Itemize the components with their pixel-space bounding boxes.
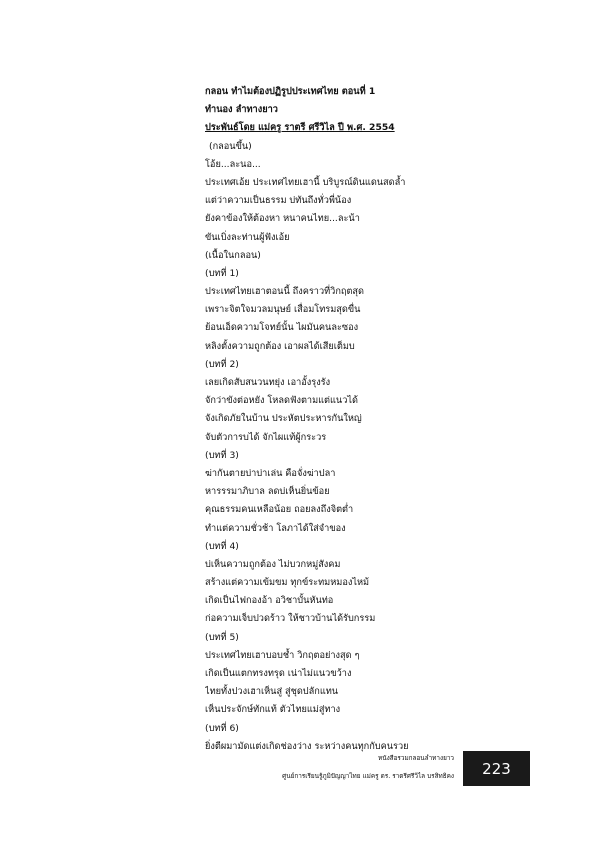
verse-line: เกิดเป็นไฟกองอ้า อวิชาบั้นหันท่อ	[205, 595, 334, 607]
verse-line: จังเกิดภัยในบ้าน ประหัตประหารกันใหญ่	[205, 413, 362, 425]
verse-line: จักว่าขังต่อหยัง โหลดฟังตามแต่แนวได้	[205, 395, 358, 407]
verse-line: เลยเกิดสับสนวนทยุ่ง เอาอั้งรุงรัง	[205, 377, 331, 388]
verse-line: หารรรมาภิบาล ลดบ่เห็นยิ่นข้อย	[205, 486, 330, 498]
verse-line: ประเทศไทยเฮาบอบช้ำ วิกฤตอย่างสุด ๆ	[205, 649, 360, 661]
verse-line: คุณธรรมคนเหลือน้อย ถอยลงถึงจิตต่ำ	[205, 504, 354, 516]
verse-line: โอ้ย...ละนอ...	[205, 158, 261, 170]
verse-line: ทำแต่ความชั่วช้า โลภาได้ใส่จำของ	[205, 522, 346, 534]
footer-publisher: ศูนย์การเรียนรู้ภูมิปัญญาไทย แม่ครู ดร. ราตรีศรีวิไล บรสิทธิคง	[282, 772, 454, 780]
stanza-heading: (บทที่ 5)	[205, 631, 239, 643]
section-heading: (เนื้อในกลอน)	[205, 249, 261, 261]
verse-line: (กลอนขึ้น)	[209, 140, 252, 152]
page-footer	[228, 751, 530, 786]
page-number: 223	[463, 751, 530, 786]
poem-author: ประพันธ์โดย แม่ครู ราตรี ศรีวิไล ปี พ.ศ. 2554	[205, 122, 395, 134]
stanza-heading: (บทที่ 2)	[205, 358, 239, 370]
poem-title: กลอน ทำไมต้องปฏิรูปประเทศไทย ตอนที่ 1	[205, 86, 376, 97]
poem-melody: ทำนอง ลำทางยาว	[205, 104, 278, 116]
verse-line: แต่ว่าความเป็นธรรม บ่ทันถึงทั่วพี่น้อง	[205, 195, 352, 207]
verse-line: เห็นประจักษ์ทักแท้ ตัวไทยแม่สู่ทาง	[205, 704, 341, 716]
verse-line: ประเทศไทยเฮาตอนนี้ ถึงคราวที่วิกฤตสุด	[205, 286, 364, 298]
stanza-heading: (บทที่ 6)	[205, 722, 239, 734]
verse-line: บ่เห็นความถูกต้อง ไม่บวกหมู่สังคม	[205, 558, 341, 570]
stanza-heading: (บทที่ 4)	[205, 540, 239, 552]
verse-line: เกิดเป็นแตกทรงทรุด เน่าไม่แนวขว้าง	[205, 668, 352, 679]
verse-line: ประเทศเอ้ย ประเทศไทยเฮานี้ บริบูรณ์ดินแดนสดล้ำ	[205, 176, 406, 188]
verse-line: เพราะจิตใจมวลมนุษย์ เสื่อมโทรมสุดขื่น	[205, 304, 361, 316]
verse-line: ขันเบิ่งละท่านผู้ฟังเอ้ย	[205, 231, 290, 243]
verse-line: ย้อนเอ็ดความโจทย์นั้น ไผมันคนละซอง	[205, 322, 359, 334]
footer-book-title: หนังสือรวมกลอนลำทางยาว	[377, 754, 454, 762]
verse-line: ก่อความเจ็บปวดร้าว ให้ชาวบ้านได้รับกรรม	[205, 613, 376, 625]
stanza-heading: (บทที่ 1)	[205, 267, 239, 279]
verse-line: ยังคาข้องให้ต้องหา หนาคนไทย...ละน้า	[205, 213, 360, 225]
verse-line: ไทยทั้งปวงเฮาเห็นสู่ สู่ชุดปลักแทน	[205, 686, 339, 698]
verse-line: สร้างแต่ความเข้มขม ทุกข์ระทมหมองไหม้	[205, 577, 370, 589]
stanza-heading: (บทที่ 3)	[205, 449, 239, 461]
verse-line: ฆ่ากันตายบ่าบ่าเล่น คือจั่งฆ่าปลา	[205, 467, 336, 479]
verse-line: จับตัวการบได้ จักไผแท้ผู้กระวร	[205, 431, 327, 443]
poem-body	[205, 83, 535, 756]
verse-line: หลิงตั้งความถูกต้อง เอาผลได้เสียเต็มบ	[205, 340, 355, 352]
verse-line: ยิ่งตีผมามัดแต่งเกิดช่องว่าง ระหว่างคนทุกกับคนรวย	[205, 740, 409, 752]
